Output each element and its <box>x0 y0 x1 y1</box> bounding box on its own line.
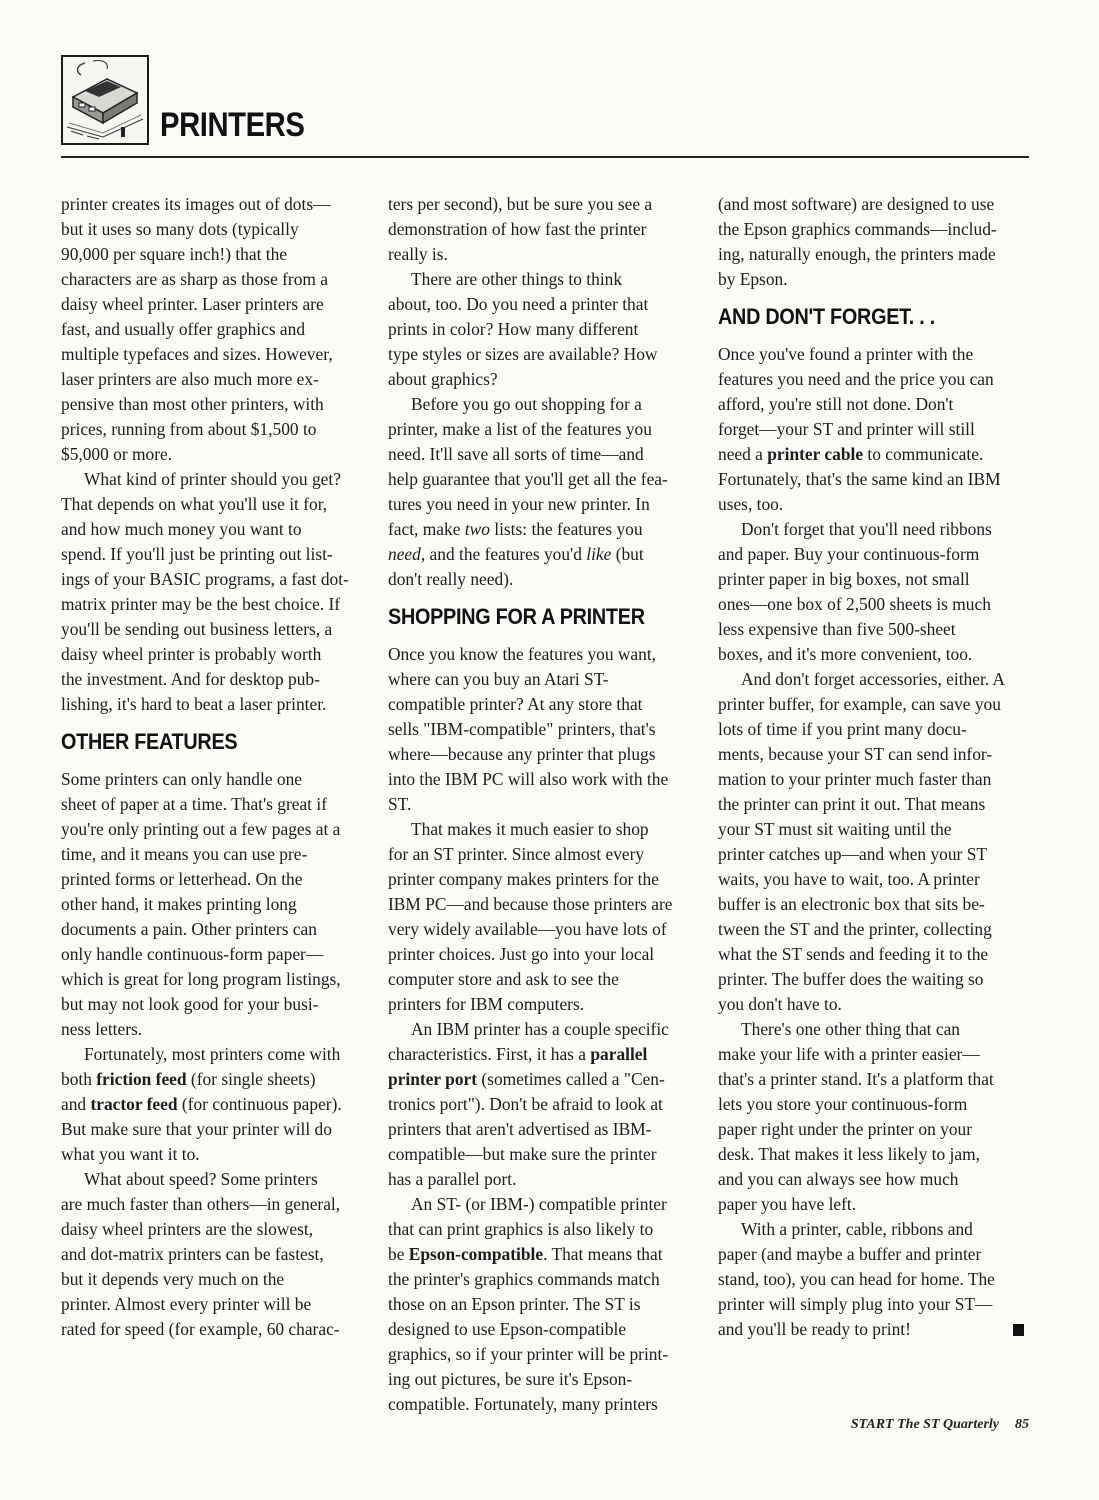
text-line: about graphics? <box>388 369 498 389</box>
text-line: tronics port"). Don't be afraid to look at <box>388 1094 663 1114</box>
text-line: prints in color? How many different <box>388 319 639 339</box>
text-line: matrix printer may be the best choice. If <box>61 594 341 614</box>
header-divider <box>61 156 1029 158</box>
text-line: printer will simply plug into your ST— <box>718 1294 993 1314</box>
text-line: daisy wheel printer. Laser printers are <box>61 294 324 314</box>
text-line: That depends on what you'll use it for, <box>61 494 328 514</box>
text-line: fast, and usually offer graphics and <box>61 319 306 339</box>
paragraph <box>388 192 698 267</box>
printer-icon <box>61 55 149 145</box>
text-line: (and most software) are designed to use <box>718 194 995 214</box>
text-line: that's a printer stand. It's a platform that <box>718 1069 994 1089</box>
paragraph <box>61 1042 371 1167</box>
text-line: ST. <box>388 794 412 814</box>
text-line: and paper. Buy your continuous-form <box>718 544 980 564</box>
text-line: other hand, it makes printing long <box>61 894 297 914</box>
text-line: paper you have left. <box>718 1194 857 1214</box>
text-line: time, and it means you can use pre- <box>61 844 308 864</box>
text-line: stand, too), you can head for home. The <box>718 1269 995 1289</box>
paragraph <box>718 342 1032 517</box>
text-line: ing out pictures, be sure it's Epson- <box>388 1369 633 1389</box>
text-line: and you can always see how much <box>718 1169 959 1189</box>
paragraph <box>718 192 1032 292</box>
text-line: need, and the features you'd like (but <box>388 544 644 564</box>
text-line: for an ST printer. Since almost every <box>388 844 645 864</box>
text-line: printer port (sometimes called a "Cen- <box>388 1069 665 1089</box>
text-line: What about speed? Some printers <box>84 1169 318 1189</box>
text-line: you'll be sending out business letters, a <box>61 619 333 639</box>
text-line: documents a pain. Other printers can <box>61 919 317 939</box>
paragraph <box>61 467 371 717</box>
text-line: but it uses so many dots (typically <box>61 219 299 239</box>
text-line: ings of your BASIC programs, a fast dot- <box>61 569 349 589</box>
text-line: which is great for long program listings, <box>61 969 341 989</box>
text-line: Before you go out shopping for a <box>411 394 642 414</box>
paragraph <box>388 392 698 592</box>
text-line: paper (and maybe a buffer and printer <box>718 1244 982 1264</box>
text-line: tween the ST and the printer, collecting <box>718 919 992 939</box>
text-line: ments, because your ST can send infor- <box>718 744 993 764</box>
text-line: Once you've found a printer with the <box>718 344 974 364</box>
text-line: those on an Epson printer. The ST is <box>388 1294 641 1314</box>
text-line: printers that aren't advertised as IBM- <box>388 1119 652 1139</box>
text-line: only handle continuous-form paper— <box>61 944 324 964</box>
text-line: ing, naturally enough, the printers made <box>718 244 996 264</box>
text-line: boxes, and it's more convenient, too. <box>718 644 973 664</box>
text-line: Fortunately, most printers come with <box>84 1044 341 1064</box>
page-footer <box>851 1417 1029 1433</box>
text-line: spend. If you'll just be printing out list- <box>61 544 333 564</box>
text-line: where can you buy an Atari ST- <box>388 669 609 689</box>
end-of-article-mark <box>1013 1324 1024 1336</box>
text-line: has a parallel port. <box>388 1169 517 1189</box>
paragraph <box>388 1192 698 1417</box>
text-line: waits, you have to wait, too. A printer <box>718 869 980 889</box>
text-line: compatible printer? At any store that <box>388 694 643 714</box>
text-line: There's one other thing that can <box>741 1019 960 1039</box>
page-title: PRINTERS <box>160 106 305 144</box>
text-line: buffer is an electronic box that sits be- <box>718 894 985 914</box>
text-line: printers for IBM computers. <box>388 994 585 1014</box>
text-line: ters per second), but be sure you see a <box>388 194 653 214</box>
text-line: sells "IBM-compatible" printers, that's <box>388 719 656 739</box>
text-line: features you need and the price you can <box>718 369 994 389</box>
page-number: 85 <box>1015 1417 1029 1432</box>
text-line: paper right under the printer on your <box>718 1119 973 1139</box>
column-3 <box>718 192 1032 1342</box>
text-line: printer choices. Just go into your local <box>388 944 655 964</box>
text-line: fact, make two lists: the features you <box>388 519 643 539</box>
paragraph <box>61 192 371 467</box>
text-line: Once you know the features you want, <box>388 644 657 664</box>
text-line: into the IBM PC will also work with the <box>388 769 669 789</box>
text-line: That makes it much easier to shop <box>411 819 649 839</box>
text-line: daisy wheel printer is probably worth <box>61 644 322 664</box>
text-line: what you want it to. <box>61 1144 200 1164</box>
paragraph <box>718 1017 1032 1217</box>
text-line: ness letters. <box>61 1019 143 1039</box>
text-line: but it depends very much on the <box>61 1269 285 1289</box>
text-line: what the ST sends and feeding it to the <box>718 944 989 964</box>
paragraph <box>388 817 698 1017</box>
text-line: uses, too. <box>718 494 784 514</box>
text-line: multiple typefaces and sizes. However, <box>61 344 333 364</box>
text-line: don't really need). <box>388 569 514 589</box>
text-line: Don't forget that you'll need ribbons <box>741 519 992 539</box>
text-line: $5,000 or more. <box>61 444 173 464</box>
text-line: printer company makes printers for the <box>388 869 659 889</box>
text-line: and how much money you want to <box>61 519 302 539</box>
text-line: the printer can print it out. That means <box>718 794 986 814</box>
text-line: and you'll be ready to print! <box>718 1317 1032 1342</box>
text-line: designed to use Epson-compatible <box>388 1319 627 1339</box>
text-line: printer creates its images out of dots— <box>61 194 331 214</box>
text-line: Some printers can only handle one <box>61 769 302 789</box>
text-line: ones—one box of 2,500 sheets is much <box>718 594 991 614</box>
text-line: lots of time if you print many docu- <box>718 719 967 739</box>
text-line: printer. The buffer does the waiting so <box>718 969 984 989</box>
text-line: type styles or sizes are available? How <box>388 344 658 364</box>
text-line: An IBM printer has a couple specific <box>411 1019 669 1039</box>
text-line: are much faster than others—in general, <box>61 1194 341 1214</box>
text-line: forget—your ST and printer will still <box>718 419 975 439</box>
text-line: your ST must sit waiting until the <box>718 819 952 839</box>
text-line: rated for speed (for example, 60 charac- <box>61 1319 340 1339</box>
text-line: But make sure that your printer will do <box>61 1119 332 1139</box>
text-line: help guarantee that you'll get all the fea- <box>388 469 668 489</box>
text-line: by Epson. <box>718 269 788 289</box>
text-line: and tractor feed (for continuous paper). <box>61 1094 342 1114</box>
text-line: you don't have to. <box>718 994 842 1014</box>
text-line: Fortunately, that's the same kind an IBM <box>718 469 1001 489</box>
section-heading: OTHER FEATURES <box>61 729 238 754</box>
text-line: printer, make a list of the features you <box>388 419 652 439</box>
text-line: With a printer, cable, ribbons and <box>741 1219 973 1239</box>
paragraph <box>718 517 1032 667</box>
text-line: very widely available—you have lots of <box>388 919 667 939</box>
text-line: characters are as sharp as those from a <box>61 269 329 289</box>
text-line: printer paper in big boxes, not small <box>718 569 970 589</box>
text-line: the Epson graphics commands—includ- <box>718 219 997 239</box>
text-line: and dot-matrix printers can be fastest, <box>61 1244 324 1264</box>
column-2 <box>388 192 698 1417</box>
text-line: There are other things to think <box>411 269 623 289</box>
text-line: afford, you're still not done. Don't <box>718 394 954 414</box>
text-line: need. It'll save all sorts of time—and <box>388 444 644 464</box>
text-line: both friction feed (for single sheets) <box>61 1069 316 1089</box>
text-line: less expensive than five 500-sheet <box>718 619 956 639</box>
text-line: prices, running from about $1,500 to <box>61 419 317 439</box>
text-line: An ST- (or IBM-) compatible printer <box>411 1194 667 1214</box>
publication-name: START The ST Quarterly <box>850 1417 999 1432</box>
text-line: IBM PC—and because those printers are <box>388 894 673 914</box>
paragraph <box>388 267 698 392</box>
text-line: the investment. And for desktop pub- <box>61 669 320 689</box>
text-line: you're only printing out a few pages at a <box>61 819 341 839</box>
paragraph <box>388 642 698 817</box>
paragraph <box>388 1017 698 1192</box>
text-line: graphics, so if your printer will be print- <box>388 1344 669 1364</box>
text-line: printer. Almost every printer will be <box>61 1294 312 1314</box>
text-line: lishing, it's hard to beat a laser printer. <box>61 694 327 714</box>
text-line: mation to your printer much faster than <box>718 769 992 789</box>
text-line: where—because any printer that plugs <box>388 744 656 764</box>
paragraph <box>61 1167 371 1342</box>
text-line: that can print graphics is also likely to <box>388 1219 654 1239</box>
text-line: What kind of printer should you get? <box>84 469 341 489</box>
text-line: the printer's graphics commands match <box>388 1269 660 1289</box>
text-line: tures you need in your new printer. In <box>388 494 650 514</box>
paragraph <box>718 1217 1032 1342</box>
paragraph <box>61 767 371 1042</box>
section-heading: SHOPPING FOR A PRINTER <box>388 604 645 629</box>
text-line: pensive than most other printers, with <box>61 394 324 414</box>
text-line: about, too. Do you need a printer that <box>388 294 649 314</box>
text-line: compatible. Fortunately, many printers <box>388 1394 658 1414</box>
text-line: but may not look good for your busi- <box>61 994 319 1014</box>
text-line: really is. <box>388 244 448 264</box>
text-line: laser printers are also much more ex- <box>61 369 319 389</box>
text-line: be Epson-compatible. That means that <box>388 1244 663 1264</box>
text-line: characteristics. First, it has a parallel <box>388 1044 648 1064</box>
text-line: desk. That makes it less likely to jam, <box>718 1144 980 1164</box>
text-line: make your life with a printer easier— <box>718 1044 980 1064</box>
text-line: 90,000 per square inch!) that the <box>61 244 288 264</box>
text-line: computer store and ask to see the <box>388 969 619 989</box>
section-heading: AND DON'T FORGET. . . <box>718 304 935 329</box>
text-line: lets you store your continuous-form <box>718 1094 968 1114</box>
text-line: sheet of paper at a time. That's great if <box>61 794 327 814</box>
text-line: printed forms or letterhead. On the <box>61 869 303 889</box>
text-line: printer catches up—and when your ST <box>718 844 987 864</box>
text-line: demonstration of how fast the printer <box>388 219 647 239</box>
text-line: need a printer cable to communicate. <box>718 444 984 464</box>
text-line: And don't forget accessories, either. A <box>741 669 1006 689</box>
text-line: printer buffer, for example, can save you <box>718 694 1001 714</box>
paragraph <box>718 667 1032 1017</box>
text-line: daisy wheel printers are the slowest, <box>61 1219 314 1239</box>
text-line: compatible—but make sure the printer <box>388 1144 657 1164</box>
column-1 <box>61 192 371 1342</box>
